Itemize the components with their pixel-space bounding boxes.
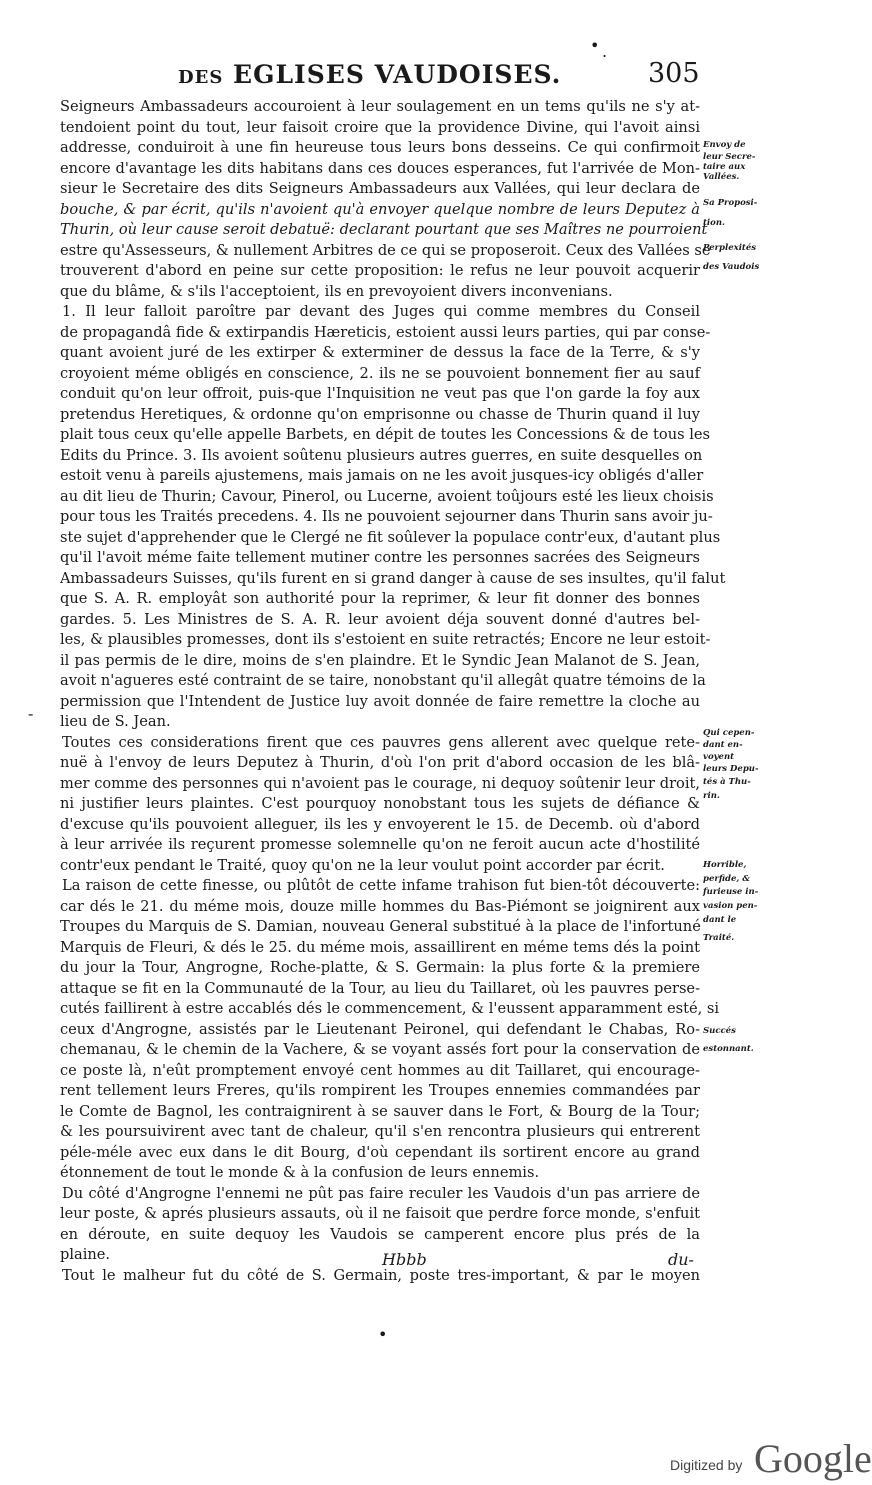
text-line: Marquis de Fleuri, & dés le 25. du méme mois, assaillirent en méme tems dés la point: [60, 938, 700, 956]
google-logo: Google: [754, 1436, 872, 1481]
marginal-note: Perplexités: [703, 243, 757, 253]
text-line: étonnement de tout le monde & à la confusion de leurs ennemis.: [60, 1164, 540, 1181]
text-line: contr'eux pendant le Traité, quoy qu'on ne la leur voulut point accorder par écrit.: [60, 856, 665, 874]
text-line: plait tous ceux qu'elle appelle Barbets, en dépit de toutes les Concessions & de tous les: [60, 426, 711, 443]
text-line: les, & plausibles promesses, dont ils s'estoient en suite retractés; Encore ne leur estoit-: [60, 631, 711, 648]
marginal-note: perfide, &: [703, 874, 750, 884]
text-line: au dit lieu de Thurin; Cavour, Pinerol, ou Lucerne, avoient toûjours esté les lieux choisis: [60, 487, 714, 505]
text-line: le Comte de Bagnol, les contraignirent à se sauver dans le Fort, & Bourg de la Tour;: [60, 1102, 700, 1120]
google-watermark: [668, 1435, 872, 1483]
text-line: Edits du Prince. 3. Ils avoient soûtenu plusieurs autres guerres, en suite desquelles on: [60, 446, 703, 464]
text-line: avoit n'agueres esté contraint de se taire, nonobstant qu'il allegât quatre témoins de la: [60, 672, 706, 689]
marginal-note: Traité.: [703, 933, 735, 943]
text-line: plaine.: [60, 1246, 111, 1263]
text-line: pretendus Heretiques, & ordonne qu'on emprisonne ou chasse de Thurin quand il luy: [60, 405, 700, 423]
text-line: de propagandâ fide & extirpandis Hæreticis, estoient aussi leurs parties, qui par conse-: [60, 323, 711, 341]
page-footer: [0, 1250, 872, 1272]
text-line: & les poursuivirent avec tant de chaleur, qu'il s'en rencontra plusieurs qui entrerent: [60, 1123, 700, 1140]
marginal-note: tion.: [703, 218, 725, 228]
page-number: 305: [648, 58, 700, 89]
marginal-note: leurs Depu-: [703, 764, 759, 774]
catchword: du-: [668, 1250, 694, 1269]
text-line: Du côté d'Angrogne l'ennemi ne pût pas faire reculer les Vaudois d'un pas arriere de: [62, 1184, 700, 1202]
text-line: pour tous les Traités precedens. 4. Ils ne pouvoient sejourner dans Thurin sans avoir ju-: [60, 508, 713, 525]
text-line: La raison de cette finesse, ou plûtôt de cette infame trahison fut bien-tôt découverte:: [62, 877, 700, 894]
text-line: en déroute, en suite dequoy les Vaudois se camperent encore plus prés de la: [60, 1225, 700, 1243]
text-line: péle-méle avec eux dans le dit Bourg, d'où cependant ils sortirent encore au grand: [60, 1143, 700, 1161]
marginal-note: Qui cepen-: [703, 728, 755, 738]
title-prefix: DES: [178, 67, 224, 88]
text-line: du jour la Tour, Angrogne, Roche-platte, & S. Germain: la plus forte & la premiere: [60, 959, 700, 976]
text-line: nuë à l'envoy de leurs Deputez à Thurin, d'où l'on prit d'abord occasion de les blâ-: [60, 754, 700, 771]
text-line: ce poste là, n'eût promptement envoyé cent hommes au dit Taillaret, qui encourage-: [60, 1061, 700, 1079]
text-line: permission que l'Intendent de Justice luy avoit donnée de faire remettre la cloche au: [60, 692, 700, 710]
marginal-note: Vallées.: [703, 172, 740, 182]
text-line: Tout le malheur fut du côté de S. Germain, poste tres-important, & par le moyen: [62, 1266, 700, 1284]
text-line: ceux d'Angrogne, assistés par le Lieutenant Peironel, qui defendant le Chabas, Ro-: [60, 1020, 700, 1038]
marginal-note: furieuse in-: [703, 887, 759, 897]
text-line: trouverent d'abord en peine sur cette proposition: le refus ne leur pouvoit acquerir: [60, 262, 700, 279]
ink-dot: •: [378, 1325, 388, 1344]
text-line: leur poste, & aprés plusieurs assauts, où il ne faisoit que perdre force monde, s'enfuit: [60, 1205, 700, 1222]
marginal-note: rin.: [703, 791, 720, 801]
ink-dot: •: [590, 36, 600, 55]
text-line: à leur arrivée ils reçurent promesse solemnelle qu'on ne feroit aucun acte d'hostilité: [60, 836, 700, 853]
running-title: [178, 60, 561, 89]
text-line: qu'il l'avoit méme faite tellement mutiner contre les personnes sacrées des Seigneurs: [60, 549, 700, 566]
text-line: d'excuse qu'ils pouvoient alleguer, ils les y envoyerent le 15. de Decemb. où d'abord: [60, 815, 700, 833]
text-line: Thurin, où leur cause seroit debatuë: declarant pourtant que ses Maîtres ne pourroient: [60, 221, 708, 238]
text-line: il pas permis de le dire, moins de s'en plaindre. Et le Syndic Jean Malanot de S. Jean,: [60, 651, 700, 669]
text-line: estoit venu à pareils ajustemens, mais jamais on ne les avoit jusques-icy obligés d'aller: [60, 467, 704, 484]
marginal-note: Envoy de: [703, 140, 746, 150]
text-line: ste sujet d'apprehender que le Clergé ne fit soûlever la populace contr'eux, d'autant plus: [60, 528, 721, 546]
text-line: car dés le 21. du méme mois, douze mille hommes du Bas-Piémont se joignirent aux: [60, 897, 700, 915]
text-line: ni justifier leurs plaintes. C'est pourquoy nonobstant tous les sujets de défiance &: [60, 795, 700, 812]
text-line: estre qu'Assesseurs, & nullement Arbitres de ce qui se proposeroit. Ceux des Vallées se: [60, 241, 711, 259]
marginal-note: Sa Proposi-: [703, 198, 758, 208]
text-line: bouche, & par écrit, qu'ils n'avoient qu'à envoyer quelque nombre de leurs Deputez à: [60, 200, 700, 218]
text-line: Toutes ces considerations firent que ces pauvres gens allerent avec quelque rete-: [62, 733, 700, 751]
text-line: sieur le Secretaire des dits Seigneurs Ambassadeurs aux Vallées, qui leur declara de: [60, 180, 700, 197]
marginal-note: vasion pen-: [703, 901, 758, 911]
text-line: quant avoient juré de les extirper & exterminer de dessus la face de la Terre, & s'y: [60, 344, 700, 361]
marginal-note: taire aux: [703, 162, 746, 172]
ink-dot: .: [602, 42, 608, 61]
text-line: croyoient méme obligés en conscience, 2. ils ne se pouvoient bonnement fier au sauf: [60, 364, 700, 382]
text-line: cutés faillirent à estre accablés dés le commencement, & l'eussent apparamment esté, si: [60, 1000, 720, 1017]
marginal-note: Succés: [703, 1026, 736, 1036]
marginal-note: tés à Thu-: [703, 777, 751, 787]
text-line: 1. Il leur falloit paroître par devant des Juges qui comme membres du Conseil: [62, 303, 700, 320]
text-line: Ambassadeurs Suisses, qu'ils furent en si grand danger à cause de ses insultes, qu'il falut: [60, 569, 726, 587]
text-line: conduit qu'on leur offroit, puis-que l'Inquisition ne veut pas que l'on garde la foy aux: [60, 385, 700, 402]
marginal-note: estonnant.: [703, 1044, 754, 1054]
marginal-note: dant en-: [703, 740, 743, 750]
text-line: que S. A. R. employât son authorité pour la reprimer, & leur fit donner des bonnes: [60, 590, 700, 607]
marginal-note: Horrible,: [703, 860, 747, 870]
marginal-note: dant le: [703, 915, 737, 925]
text-line: encore d'avantage les dits habitans dans ces douces esperances, fut l'arrivée de Mon-: [60, 159, 700, 177]
marginal-note: voyent: [703, 752, 735, 762]
text-line: que du blâme, & s'ils l'acceptoient, ils en prevoyoient divers inconvenians.: [60, 282, 613, 300]
ink-dot: -: [28, 704, 34, 723]
text-line: rent tellement leurs Freres, qu'ils rompirent les Troupes ennemies commandées par: [60, 1082, 700, 1099]
marginal-note: des Vaudois: [703, 262, 760, 272]
text-line: addresse, conduiroit à une fin heureuse tous leurs bons desseins. Ce qui confirmoit: [60, 139, 700, 156]
digitized-by-label: Digitized by: [670, 1457, 743, 1473]
text-line: chemanau, & le chemin de la Vachere, & se voyant assés fort pour la conservation de: [60, 1041, 700, 1058]
text-line: lieu de S. Jean.: [60, 713, 171, 730]
text-line: mer comme des personnes qui n'avoient pas le courage, ni dequoy soûtenir leur droit,: [60, 774, 700, 792]
running-header: [0, 58, 872, 98]
text-line: Troupes du Marquis de S. Damian, nouveau General substitué à la place de l'infortuné: [60, 918, 701, 935]
marginal-note: leur Secre-: [703, 152, 756, 162]
text-line: attaque se fit en la Communauté de la Tour, au lieu du Taillaret, où les pauvres perse-: [60, 979, 700, 997]
text-line: Seigneurs Ambassadeurs accouroient à leur soulagement en un tems qu'ils ne s'y at-: [60, 98, 700, 115]
title-text: EGLISES VAUDOISES.: [233, 60, 562, 89]
text-line: gardes. 5. Les Ministres de S. A. R. leur avoient déja souvent donné d'autres bel-: [60, 610, 700, 628]
signature-mark: Hbbb: [382, 1250, 427, 1269]
text-line: tendoient point du tout, leur faisoit croire que la providence Divine, qui l'avoit ainsi: [60, 118, 700, 136]
